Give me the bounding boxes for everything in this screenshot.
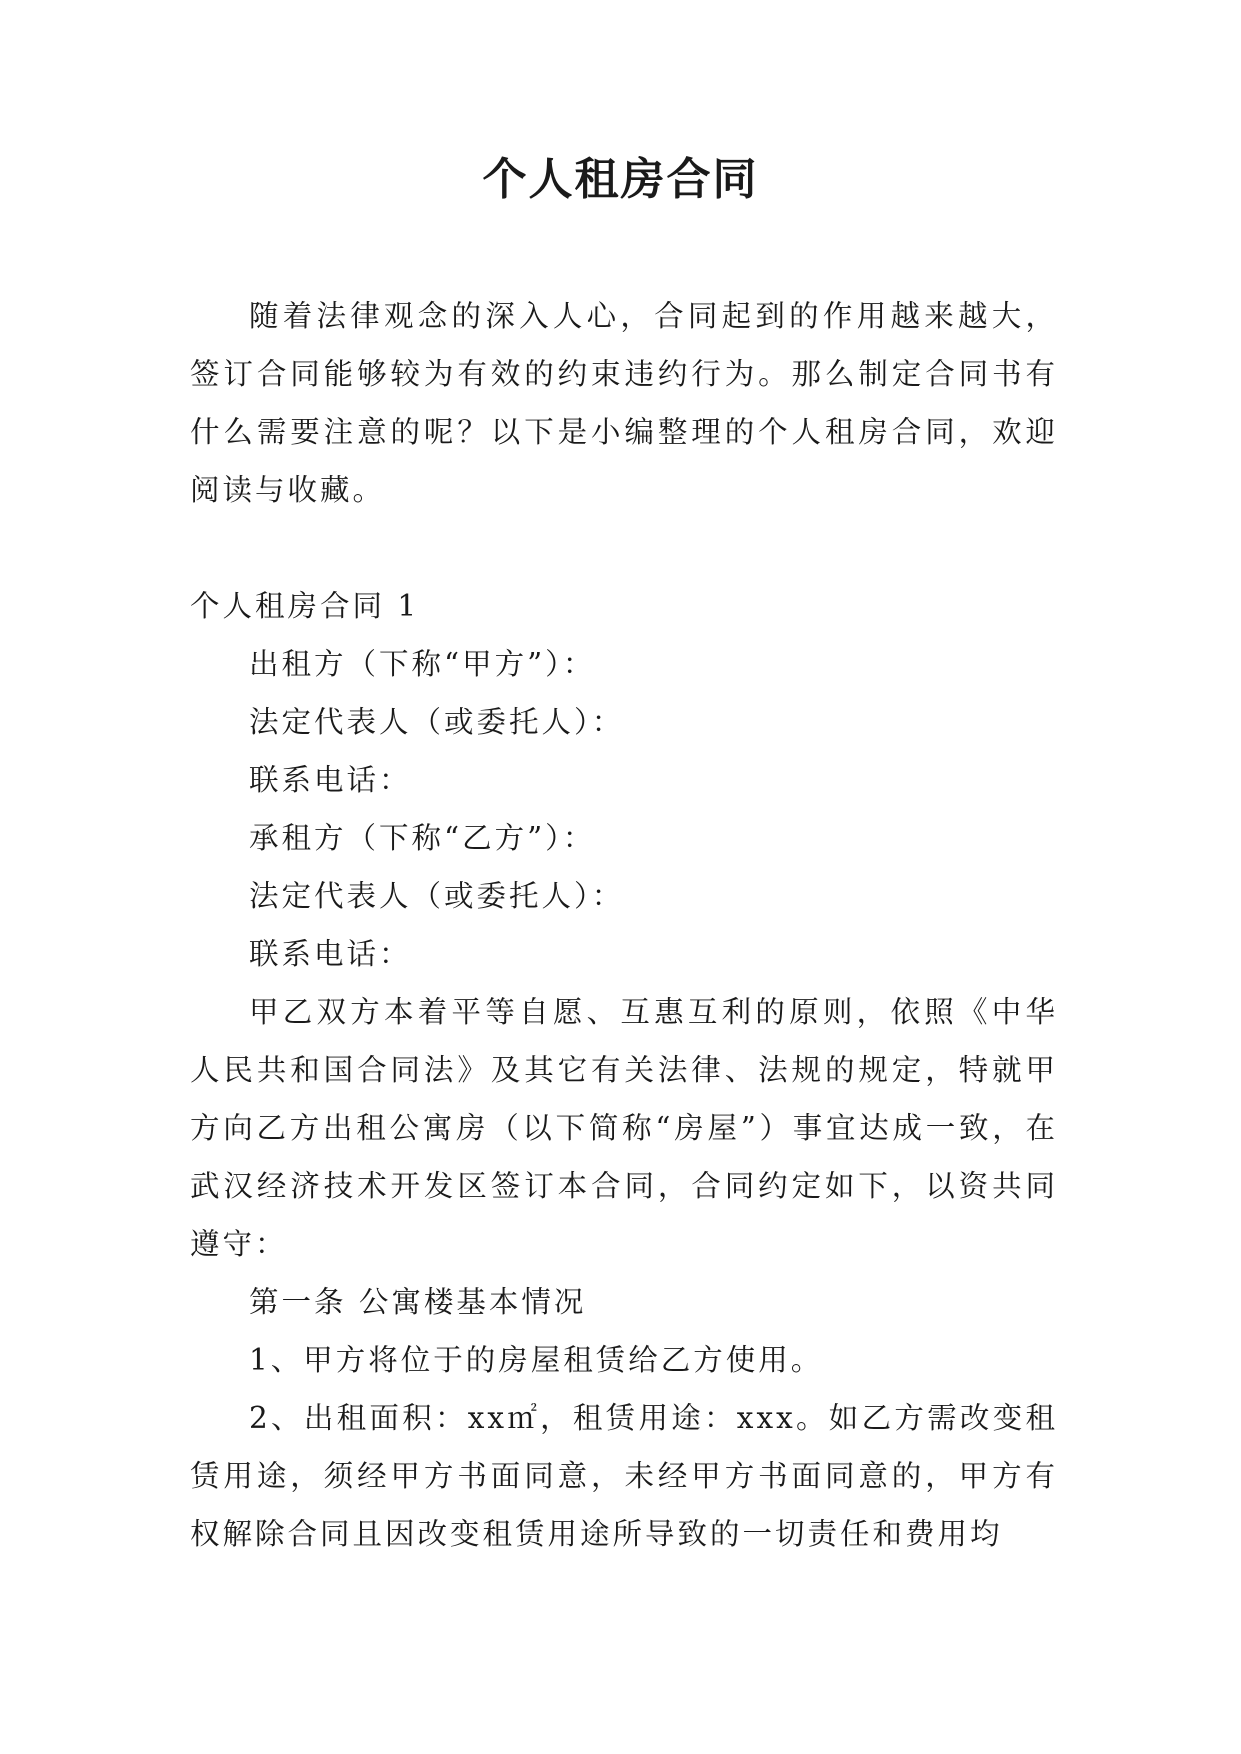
article1-heading: 第一条 公寓楼基本情况	[249, 1285, 587, 1319]
document-title: 个人租房合同	[482, 154, 759, 205]
lessor-phone-label: 联系电话：	[249, 763, 412, 797]
lessee-phone-label: 联系电话：	[249, 937, 412, 971]
lessee-label: 承租方（下称“乙方”）：	[249, 821, 596, 855]
lessee-rep-label: 法定代表人（或委托人）：	[249, 879, 625, 913]
section-heading: 个人租房合同 1	[190, 589, 420, 623]
intro-paragraph: 随着法律观念的深入人心，合同起到的作用越来越大，签订合同能够较为有效的约束违约行为。那么制定合同书有什么需要注意的呢？以下是小编整理的个人租房合同，欢迎阅读与收藏。	[190, 299, 1058, 507]
paragraph-gap	[190, 519, 1058, 577]
article1-item1: 1、甲方将位于的房屋租赁给乙方使用。	[249, 1343, 824, 1377]
lessor-rep-label: 法定代表人（或委托人）：	[249, 705, 625, 739]
preamble-paragraph: 甲乙双方本着平等自愿、互惠互利的原则，依照《中华人民共和国合同法》及其它有关法律、法规的规定，特就甲方向乙方出租公寓房（以下简称“房屋”）事宜达成一致，在武汉经济技术开发区签订本合同，合同约定如下，以资共同遵守：	[190, 995, 1058, 1261]
article1-item2: 2、出租面积：xx㎡，租赁用途：xxx。如乙方需改变租赁用途，须经甲方书面同意，未经甲方书面同意的，甲方有权解除合同且因改变租赁用途所导致的一切责任和费用均	[190, 1401, 1058, 1551]
document-body	[190, 287, 1058, 1563]
lessor-label: 出租方（下称“甲方”）：	[249, 647, 596, 681]
